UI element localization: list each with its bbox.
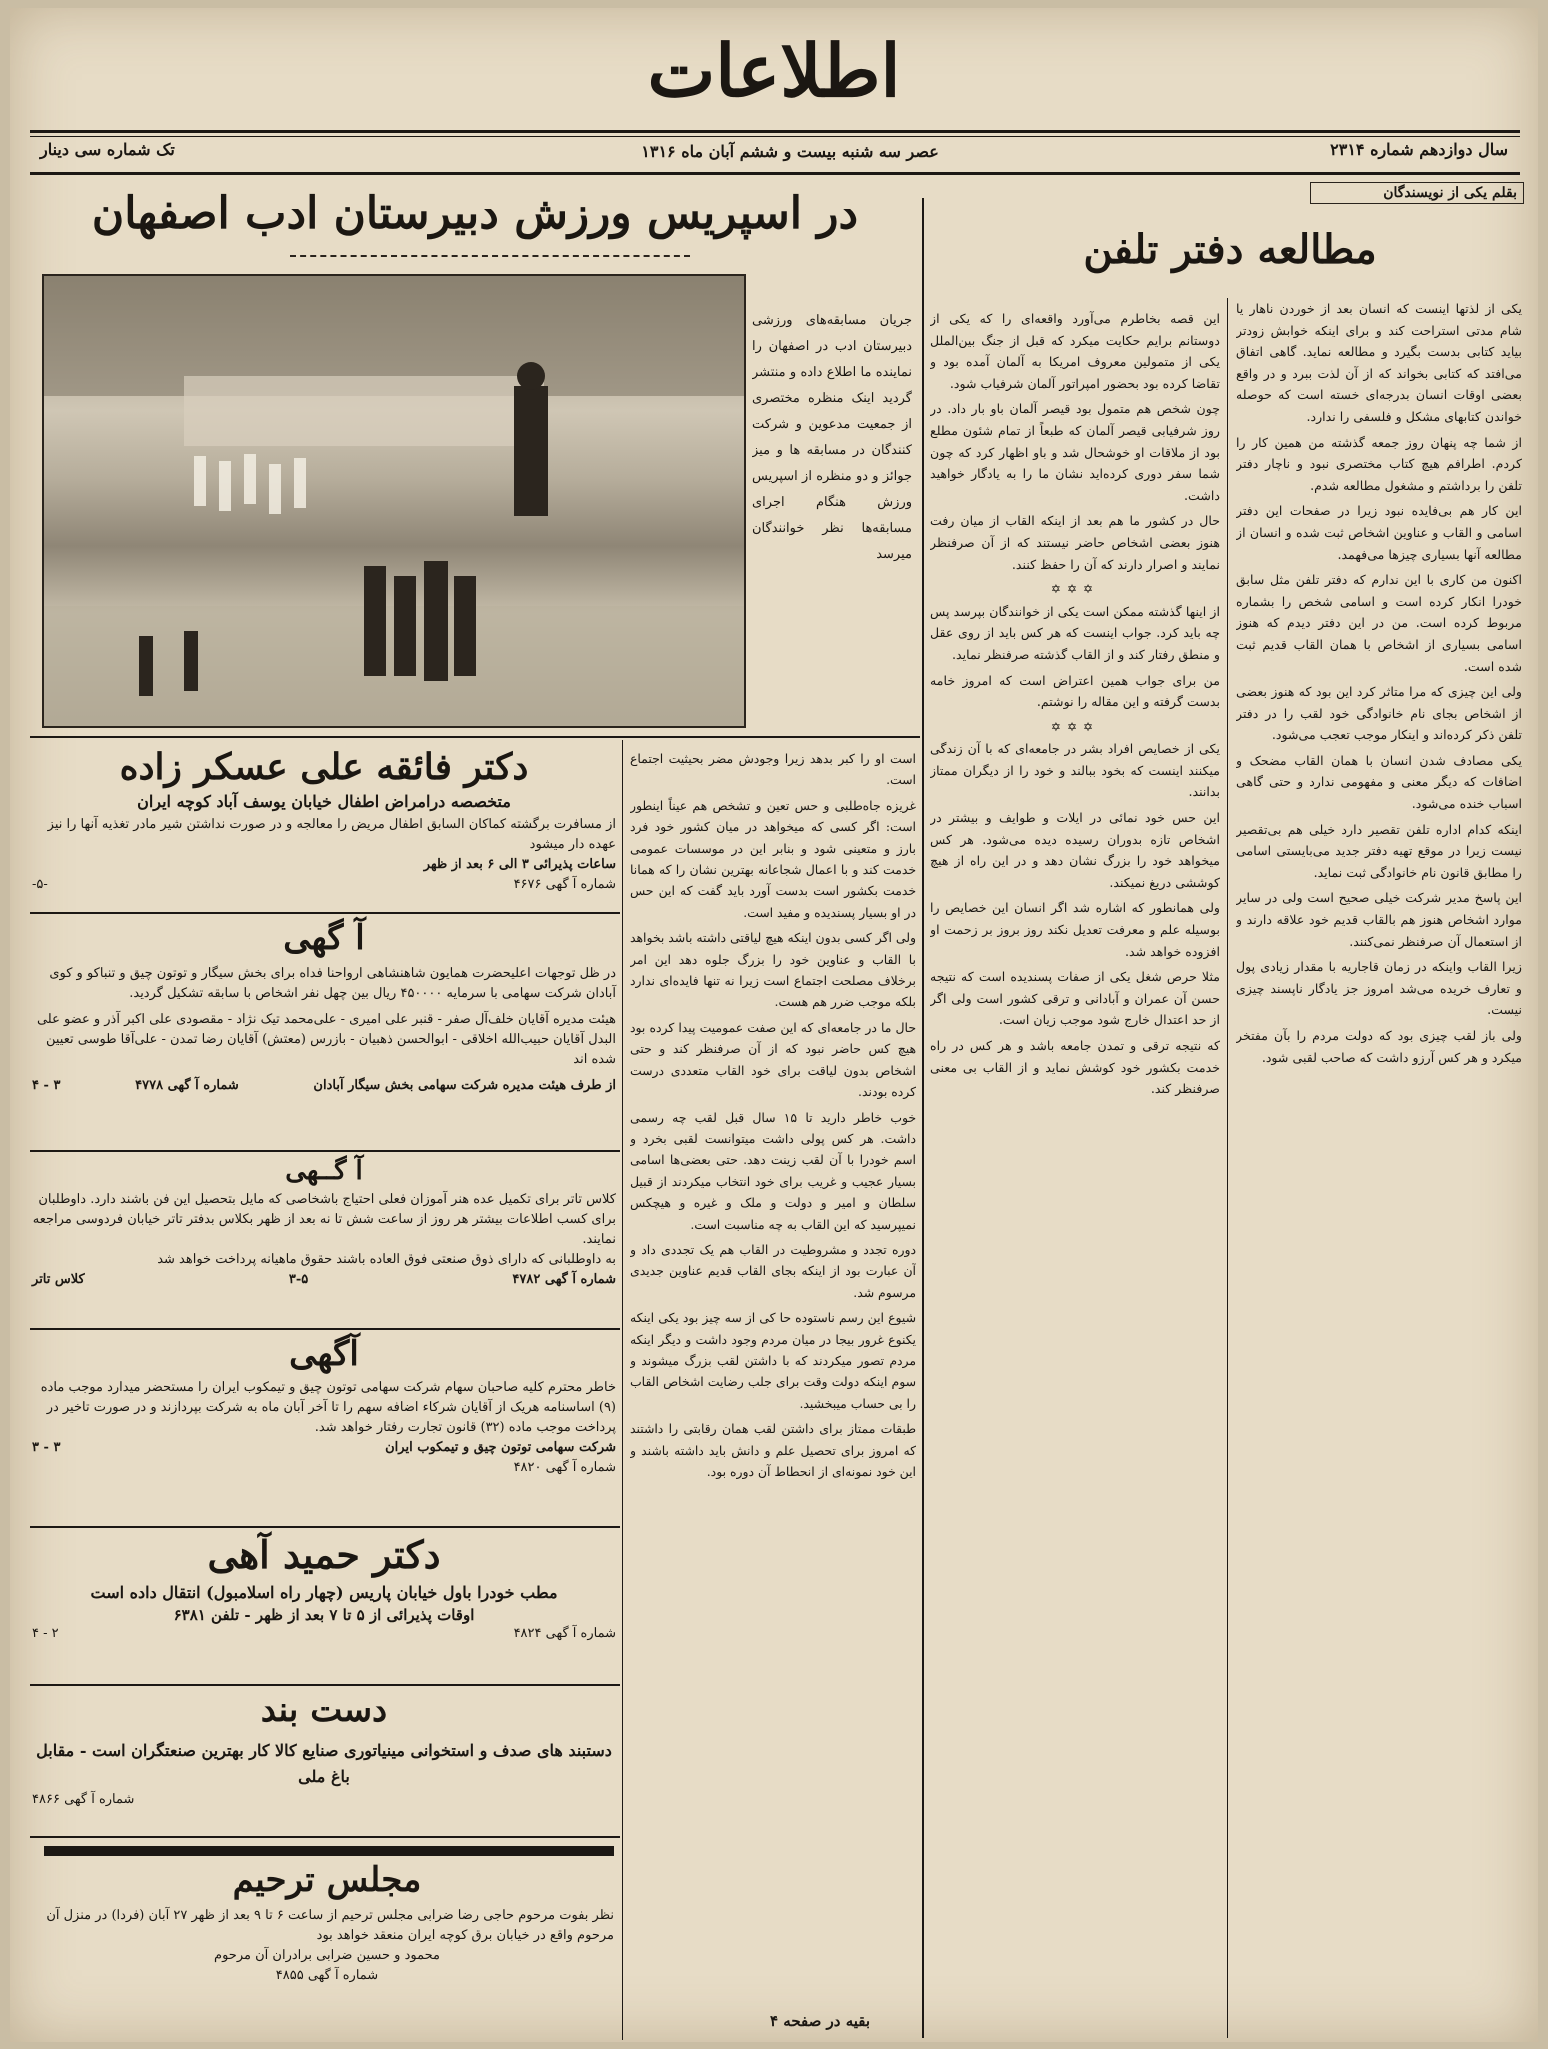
ad-signature: شرکت سهامی توتون چیق و تیمکوب ایران [385,1440,616,1455]
ad-body: نظر بفوت مرحوم حاجی رضا ضرابی مجلس ترحیم از ساعت ۶ تا ۹ بعد از ظهر ۲۷ آبان (فردا) در منزل آن مرحوم واقع در خیابان برق کوچه ایران منعقد خواهد بود [46,1908,614,1943]
headline-underline [290,254,690,257]
paragraph: غریزه جاه‌طلبی و حس تعین و تشخص هم عیناً اینطور است: اگر کسی که میخواهد در میان کشور خود فرد بارز و متعینی شود و بنابر این در موسسات عمومی خدمت کند و با اعمال شجاعانه بهترین نشان را که همانا خدمت بکشور است بدست آورد باید گفت که این حس در او بسیار پسندیده و مفید است. [630,797,916,920]
paragraph: یکی مصادف شدن انسان با همان القاب مضحک و اضافات که دیگر معنی و مفهومی ندارد و حتی گاهی اسباب خنده می‌شود. [1236,752,1522,812]
paragraph: این حس خود نمائی در ایلات و طوایف و بیشتر در اشخاص تازه بدوران رسیده دیده می‌شود. هر کس میخواهد خود را بزرگ نشان دهد و در این راه از هیچ کوششی دریغ نمیکند. [930,810,1220,890]
paragraph: این پاسخ مدیر شرکت خیلی صحیح است ولی در سایر موارد اشخاص هنوز هم بالقاب قدیم خود علاقه دارند و از استعمال آن صرفنظر نمی‌کنند. [1236,890,1522,949]
ad-title: آ گهی [283,918,365,958]
masthead-title: اطلاعات [647,28,901,113]
ad-reference: شماره آ گهی ۴۸۲۰ [513,1460,616,1475]
masthead-rule-thin [30,136,1520,137]
paragraph: این کار هم بی‌فایده نبود زیرا در صفحات این دفتر اسامی و القاب و عناوین اشخاص ثبت شده و انسان از مطالعه آنها بسیاری چیزها می‌فهمد. [1236,503,1522,562]
sports-photo [42,274,746,728]
ad-reference: شماره آ گهی ۴۸۶۶ [32,1792,135,1807]
paragraph: این قصه بخاطرم می‌آورد واقعه‌ای را که یکی از دوستانم برایم حکایت میکرد که قبل از جنگ بین‌الملل یکی از متمولین معروف امریکا به آلمان آمده بود و تقاضا کرده بود بحضور امپراتور آلمان شرفیاب شود. [930,311,1220,391]
ad-rule [30,1526,620,1528]
ad-body: خاطر محترم کلیه صاحبان سهام شرکت سهامی توتون چیق و تیمکوب ایران را مستحضر میدارد موجب ماده (۹) اساسنامه هریک از آقایان شرکاء اضافه سهم را تا آخر آبان ماه به شرکت بپردازند و در صورت تاخیر در پرداخت موجب ماده (۳۲) قانون تجارت رفتار خواهد شد. [40,1380,616,1435]
ad-title: دکتر فائقه علی عسکر زاده [119,746,529,788]
ad-rule [30,1328,620,1330]
ad-signature: محمود و حسین ضرابی برادران آن مرحوم [214,1948,440,1963]
ad-body: مطب خودرا باول خیابان پاریس (چهار راه اسلامبول) انتقال داده است [90,1583,558,1602]
column-rule-middle [622,740,623,2040]
memorial-border-top [44,1846,614,1856]
ad-title: آ گــهی [285,1156,363,1186]
photo-caption: جریان مسابقه‌های ورزشی دبیرستان ادب در اصفهان را نماینده ما اطلاع داده و منتشر گردید اینک منظره مختصری از جمعیت مدعوین و شرکت کنندگان در مسابقه ها و میز جوائز و دو منظره از اسپریس ورزش هنگام اجرای مسابقه‌ها نظر خوانندگان میرسد [752,313,912,562]
section-divider: ✡✡✡ [1050,719,1100,734]
ad-body-secondary: به داوطلبانی که دارای ذوق صنعتی فوق العاده باشند حقوق ماهیانه پرداخت خواهد شد [157,1252,616,1267]
paragraph: که نتیجه ترقی و تمدن جامعه باشد و هر کس در راه خدمت بکشور خود کوشش نماید و از القاب بی معنی صرفنظر کند. [930,1038,1220,1097]
ad-title: دست بند [260,1690,388,1730]
ad-reference: شماره آ گهی ۴۷۷۸ [135,1078,239,1093]
issue-number: سال دوازدهم شماره ۲۳۱۴ [1330,140,1508,159]
paragraph: اینکه کدام اداره تلفن تقصیر دارد خیلی هم بی‌تقصیر نیست زیرا در موقع تهیه دفتر جدید می‌بایستی اسامی را مطابق قانون نام خانوادگی ثبت نماید. [1236,821,1522,880]
photo-headline: در اسپریس ورزش دبیرستان ادب اصفهان [91,188,859,239]
ad-body: در ظل توجهات اعلیحضرت همایون شاهنشاهی ارواحنا فداه برای بخش سیگار و توتون چیق و تنباکو و کوی آبادان شرکت سهامی با سرمایه ۴۵۰۰۰۰ ریال بین چهل نفر اشخاص با سابقه تشکیل گردید. [49,966,616,1001]
ad-title: دکتر حمید آهی [207,1532,441,1577]
ad-theater-class [32,1156,616,1326]
paragraph: چون شخص هم متمول بود قیصر آلمان باو بار داد. در روز شرفیابی قیصر آلمان که طبعاً از تمام شئون مطلع بود از ملاقات او خوشحال شد و باو اظهار کرد که چون شما سفر دوری کرده‌اید نشان ما را به یادگار خواهید داشت. [930,401,1220,503]
ad-shareholders-notice [32,1334,616,1524]
ad-title: آگهی [289,1334,359,1374]
paragraph: است او را کبر بدهد زیرا وجودش مضر بحیثیت اجتماع است. [630,751,916,788]
paragraph: زیرا القاب واینکه در زمان قاجاریه با مقدار زیادی پول و تعارف خریده می‌شد امروز جز یادگار ناپسند چیزی نیست. [1236,959,1522,1018]
paragraph: حال در کشور ما هم بعد از اینکه القاب از میان رفت هنوز بعضی اشخاص حاضر نیستند که از آن صرفنظر نمایند و اصرار دارند که آن را حفظ کنند. [930,513,1220,572]
ad-doctor-ahi [32,1532,616,1682]
paragraph: شیوع این رسم ناستوده حا کی از سه چیز بود یکی اینکه یکنوع غرور بیجا در میان مردم وجود داشت و دیگر اینکه مردم تصور میکردند که با داشتن لقب بزرگ میشوند و سوم اینکه دولت وقت برای جلب رضایت اشخاص القاب را بی حساب میبخشید. [630,1310,916,1411]
paragraph: از اینها گذشته ممکن است یکی از خوانندگان بپرسد پس چه باید کرد. جواب اینست که هر کس باید از روی عقل و منطق رفتار کند و از القاب گذشته صرفنظر نماید. [930,603,1220,662]
paragraph: ولی این چیزی که مرا متاثر کرد این بود که هنوز بعضی از اشخاص بجای نام خانوادگی خود لقب را در دفتر تلفن ذکر کرده‌اند و اینکار موجب تعجب می‌شود. [1236,684,1522,743]
ad-reference: شماره آ گهی ۴۷۸۲ [512,1272,616,1287]
ad-reference: شماره آ گهی ۴۸۵۵ [275,1968,379,1983]
paragraph: دوره تجدد و مشروطیت در القاب هم یک تجددی داد و آن عبارت بود از اینکه بجای القاب قدیم عناوین جدیدی مرسوم شد. [630,1241,916,1300]
paragraph: از شما چه پنهان روز جمعه گذشته من همین کار را کردم. اطرافم هیچ کتاب مختصری نبود و ناچار دفتر تلفن را برداشتم و مشغول مطالعه شدم. [1236,434,1522,493]
paragraph: مثلا حرص شغل یکی از صفات پسندیده است که نتیجه حسن آن عمران و آبادانی و ترقی کشور است ولی اگر از حد اعتدال خارج شود موجب زیان است. [930,969,1220,1028]
ad-cigarette-company [32,918,616,1158]
newspaper-page [10,8,1538,2042]
masthead-rule-top [30,130,1520,133]
ad-rule [30,1836,620,1838]
ad-body: از مسافرت برگشته کماکان السابق اطفال مریض را معالجه و در صورت نداشتن شیر مادر تغذیه آنها را نیز عهده دار میشود [47,817,616,852]
ad-memorial-service [40,1860,614,2030]
story-headline: مطالعه دفتر تلفن [1083,226,1377,273]
continued-note: بقیه در صفحه ۴ [770,2012,871,2030]
byline: بقلم یکی از نویسندگان [1310,182,1524,204]
ad-code: -۵- [32,877,48,892]
date-rule [30,172,1520,175]
column-rule-right [1227,298,1228,2038]
ad-subtitle: متخصصه درامراض اطفال خیابان یوسف آباد کوچه ایران [137,792,511,811]
ad-hours: ساعات پذیرائی ۳ الی ۶ بعد از ظهر [423,857,616,872]
paragraph: طبقات ممتاز برای داشتن لقب همان رقابتی را داشتند که امروز برای تحصیل علم و دانش باید داشته باشند و این خود نمونه‌ای از انحطاط آن دوره بود. [630,1421,916,1479]
paragraph: یکی از خصایص افراد بشر در جامعه‌ای که با آن زندگی میکنند اینست که بخود ببالند و خود را از دیگران ممتاز بدانند. [930,741,1220,800]
ad-rule [30,912,620,914]
paragraph: حال ما در جامعه‌ای که این صفت عمومیت پیدا کرده بود هیچ کس حاضر نبود که از آن صرفنظر کند و حتی اشخاص بدون لیاقت برای خود القاب متعددی درست کرده بودند. [630,1019,916,1100]
ad-code: ۳-۵ [288,1272,309,1287]
ad-code: ۳ - ۳ [32,1440,61,1455]
ad-code: ۲ - ۴ [32,1626,59,1641]
ad-rule [30,1150,620,1152]
issue-date: عصر سه شنبه بیست و ششم آبان ماه ۱۳۱۶ [641,142,939,161]
ad-doctor-faeghe [32,746,616,906]
ad-title: مجلس ترحیم [232,1860,422,1900]
paragraph: یکی از لذتها اینست که انسان بعد از خوردن ناهار یا شام مدتی استراحت کند و برای اینکه خوابش زودتر بیاید کتابی بدست بگیرد و مطالعه نماید. گاهی اتفاق می‌افتد که کتابی بخواند که از آن لذت ببرد و در واقع بعضی اوقات انسان بدرجه‌ای خسته است که حوصله خواندن کتابهای مشکل و فلسفی را ندارد. [1236,301,1522,424]
column-rule-main [922,198,924,2038]
issue-price: تک شماره سی دینار [40,140,175,159]
ad-signature: کلاس تاتر [32,1272,85,1287]
ad-signature: از طرف هیئت مدیره شرکت سهامی بخش سیگار آبادان [313,1078,616,1093]
photo-bottom-rule [30,736,920,738]
story-column-1 [1236,298,1522,2028]
story-column-2 [930,308,1220,2028]
paragraph: من برای جواب همین اعتراض است که امروز خامه بدست گرفته و این مقاله را نوشتم. [930,672,1220,710]
ad-reference: شماره آ گهی ۴۸۲۴ [513,1626,616,1641]
middle-column [630,748,916,2028]
ad-code: ۳ - ۴ [32,1078,61,1093]
ad-hours: اوقات پذیرائی از ۵ تا ۷ بعد از ظهر - تلفن ۶۳۸۱ [173,1606,475,1624]
ad-reference: شماره آ گهی ۴۶۷۶ [513,877,616,892]
ad-body: کلاس تاتر برای تکمیل عده هنر آموزان فعلی احتیاج باشخاصی که مایل بتحصیل این فن باشند دارد. داوطلبان برای کسب اطلاعات بیشتر هر روز از ساعت شش تا نه بعد از ظهر بکلاس بدفتر تاتر خیابان فردوسی مراجعه نمایند. [32,1192,616,1247]
paragraph: ولی اگر کسی بدون اینکه هیچ لیاقتی داشته باشد بخواهد با القاب و عناوین خود را بزرگ جلوه دهد این امر برخلاف مصلحت اجتماع است زیرا نه تنها فایده‌ای ندارد بلکه موجب ضرر هم هست. [630,930,916,1010]
photo-illustration [44,276,744,726]
ad-body: دستبند های صدف و استخوانی مینیاتوری صنایع کالا کار بهترین صنعتگران است - مقابل باغ ملی [36,1741,612,1786]
paragraph: ولی باز لقب چیزی بود که دولت مردم را بآن مفتخر میکرد و هر کس آرزو داشت که صاحب لقبی شود. [1236,1028,1522,1065]
ad-rule [30,1684,620,1686]
ad-bracelet [32,1690,616,1830]
paragraph: ولی همانطور که اشاره شد اگر انسان این خصایص را بوسیله علم و معرفت تعدیل نکند روز بروز بر زحمت او افزوده خواهد شد. [930,900,1220,959]
ad-body-secondary: هیئت مدیره آقایان خلف‌آل صفر - قنبر علی امیری - علی‌محمد تیک نژاد - مقصودی علی اکبر آذر و عضو علی البدل آقایان حبیب‌الله اخلاقی - ابوالحسن ذهبیان - بازرس (معتش) آقایان رضا تمدن - علی‌آقا طوسی تعیین شده اند [36,1012,616,1067]
paragraph: خوب خاطر دارید تا ۱۵ سال قبل لقب چه رسمی داشت. هر کس پولی داشت میتوانست لقبی بخرد و اسم خودرا با آن لقب زینت دهد. حتی بعضی‌ها اسامی بسیار عجیب و غریب برای خود انتخاب میکردند از قبیل سلطان و امیر و دولت و ملک و غیره و هیچکس نمیپرسید که این القاب به چه مناسبت است. [630,1109,916,1232]
paragraph: اکنون من کاری با این ندارم که دفتر تلفن مثل سابق خودرا انکار کرده است و اسامی شخص را بشماره مربوط کرده است. من در این دفتر دیدم که هنوز اسامی بسیاری از اشخاص با همان القاب قدیم ثبت شده است. [1236,572,1522,674]
section-divider: ✡✡✡ [1050,582,1100,597]
